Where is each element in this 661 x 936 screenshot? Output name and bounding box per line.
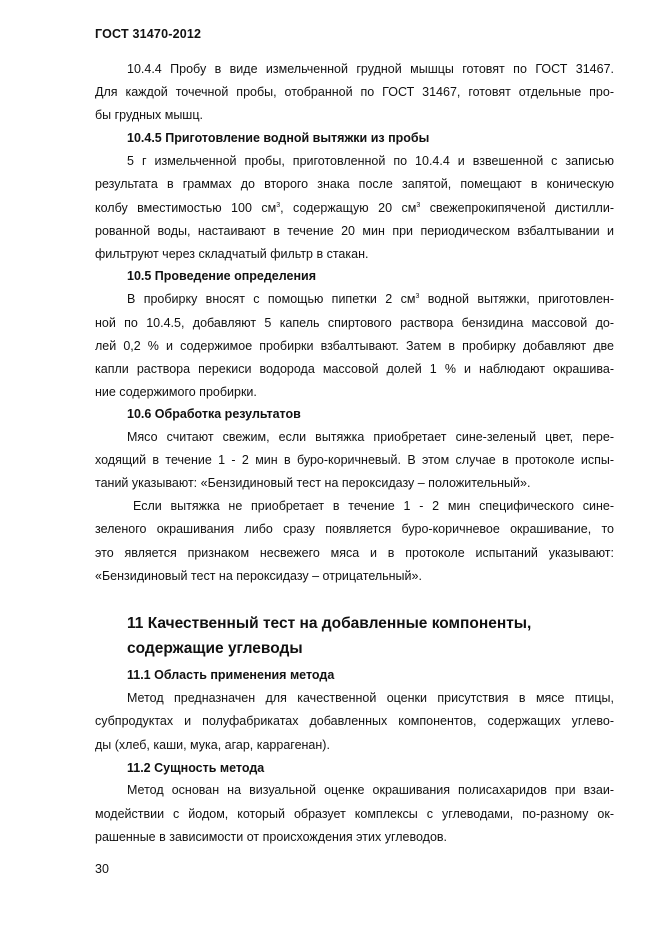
paragraph-line: ние содержимого пробирки. <box>95 385 257 399</box>
text-run: свежепрокипяченой дистилли- <box>420 201 614 215</box>
text-run: водной вытяжки, приготовлен- <box>419 292 614 306</box>
section-heading: 10.4.5 Приготовление водной вытяжки из пробы <box>127 131 430 145</box>
paragraph-line: Для каждой точечной пробы, отобранной по ГОСТ 31467, готовят отдельные про- <box>95 85 614 99</box>
paragraph-line: Метод основан на визуальной оценке окрашивания полисахаридов при взаи- <box>127 783 614 797</box>
paragraph-line: результата в граммах до второго знака после запятой, помещают в коническую <box>95 177 614 191</box>
paragraph-line: «Бензидиновый тест на пероксидазу – отрицательный». <box>95 569 422 583</box>
paragraph-line: зеленого окрашивания либо сразу появляется буро-коричневое окрашивание, то <box>95 522 614 536</box>
paragraph-line: лей 0,2 % и содержимое пробирки взбалтывают. Затем в пробирку добавляют две <box>95 339 614 353</box>
paragraph-line: 10.4.4 Пробу в виде измельченной грудной мышцы готовят по ГОСТ 31467. <box>127 62 614 76</box>
section-heading: 10.6 Обработка результатов <box>127 407 301 421</box>
text-run: , содержащую 20 см <box>280 201 417 215</box>
paragraph-line: таний указывают: «Бензидиновый тест на пероксидазу – положительный». <box>95 476 531 490</box>
paragraph-line: ной по 10.4.5, добавляют 5 капель спиртового раствора бензидина массовой до- <box>95 316 614 330</box>
paragraph-line: ды (хлеб, каши, мука, агар, каррагенан). <box>95 738 330 752</box>
section-heading: 10.5 Проведение определения <box>127 269 316 283</box>
paragraph-line: субпродуктах и полуфабрикатах добавленных компонентов, содержащих углево- <box>95 714 614 728</box>
paragraph-line <box>127 291 614 307</box>
paragraph-line: рованной воды, настаивают в течение 20 мин при периодическом взбалтывании и <box>95 224 614 238</box>
section-heading: 11.1 Область применения метода <box>127 668 335 682</box>
paragraph-line: ходящий в течение 1 - 2 мин в буро-коричневый. В этом случае в протоколе испы- <box>95 453 614 467</box>
paragraph-line: фильтруют через складчатый фильтр в стакан. <box>95 247 369 261</box>
paragraph-line: капли раствора перекиси водорода массовой долей 1 % и наблюдают окрашива- <box>95 362 614 376</box>
paragraph-line <box>95 200 614 216</box>
superscript: 3 <box>276 202 281 209</box>
chapter-heading: 11 Качественный тест на добавленные компоненты, <box>127 615 532 632</box>
paragraph-line: Если вытяжка не приобретает в течение 1 - 2 мин специфического сине- <box>133 499 614 513</box>
chapter-heading: содержащие углеводы <box>127 640 303 657</box>
section-heading: 11.2 Сущность метода <box>127 761 265 775</box>
document-header: ГОСТ 31470-2012 <box>95 27 202 41</box>
paragraph-line: 5 г измельченной пробы, приготовленной по 10.4.4 и взвешенной с записью <box>127 154 614 168</box>
superscript: 3 <box>416 202 421 209</box>
superscript: 3 <box>415 293 420 300</box>
paragraph-line: бы грудных мышц. <box>95 108 203 122</box>
text-run: колбу вместимостью 100 см <box>95 201 277 215</box>
paragraph-line: модействии с йодом, который образует комплексы с углеводами, по-разному ок- <box>95 807 614 821</box>
paragraph-line: это является признаком несвежего мяса и в протоколе испытаний указывают: <box>95 546 614 560</box>
paragraph-line: рашенные в зависимости от происхождения этих углеводов. <box>95 830 448 844</box>
page-number: 30 <box>95 862 109 876</box>
paragraph-line: Метод предназначен для качественной оценки присутствия в мясе птицы, <box>127 691 614 705</box>
text-run: В пробирку вносят с помощью пипетки 2 см <box>127 292 416 306</box>
paragraph-line: Мясо считают свежим, если вытяжка приобретает сине-зеленый цвет, пере- <box>127 430 614 444</box>
